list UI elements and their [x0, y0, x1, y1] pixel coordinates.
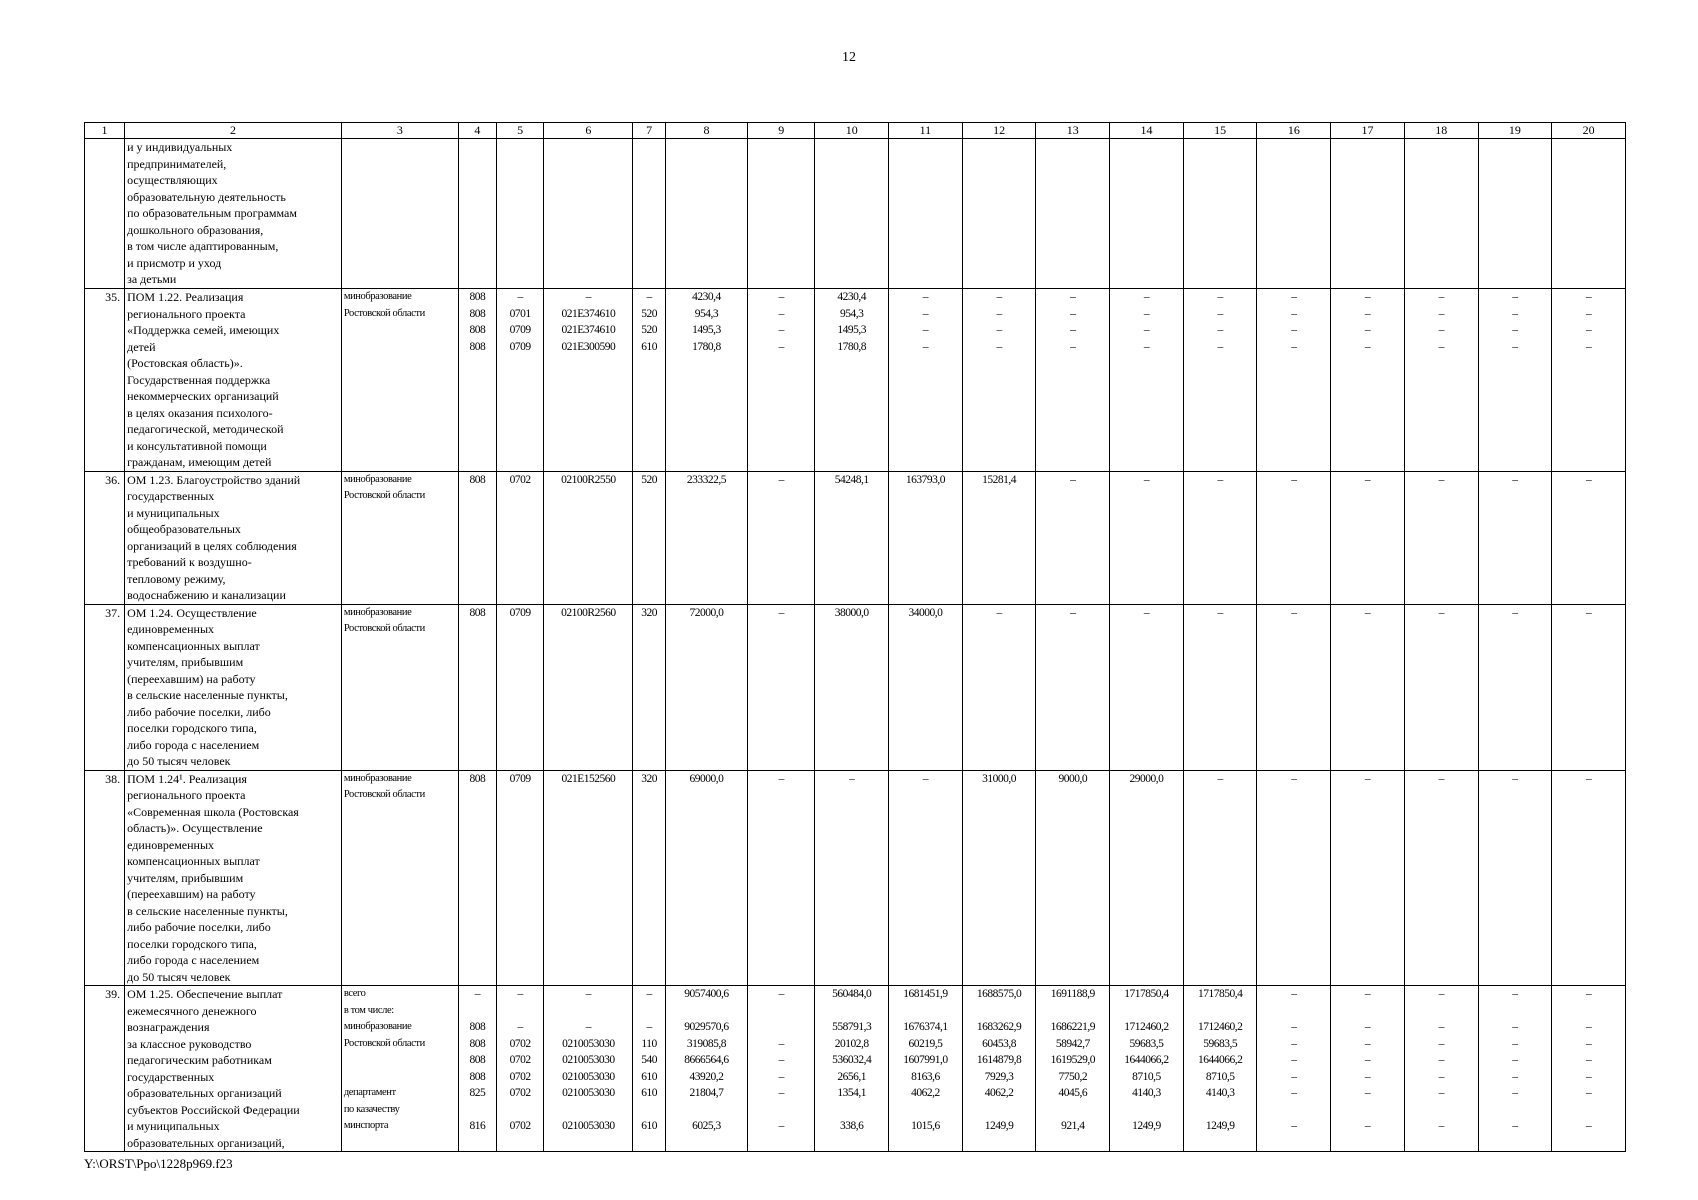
- row-number-cell: 35.: [85, 289, 125, 472]
- value-cell: 0702: [496, 471, 544, 604]
- value-cell: – 808 808 808 808 825 816: [458, 986, 496, 1152]
- value-cell: –: [1552, 770, 1626, 986]
- event-name-cell: и у индивидуальных предпринимателей, осуществляющих образовательную деятельность по образовательным программам дошкольного образования, в том числе адаптированным, и присмотр и уход за детьми: [125, 139, 342, 289]
- value-cell: – – – – – –: [748, 986, 815, 1152]
- value-cell: 808: [458, 604, 496, 770]
- value-cell: [1257, 139, 1331, 289]
- value-cell: 808 808 808 808: [458, 289, 496, 472]
- footer-file-path: Y:\ORST\Ppo\1228p969.f23: [84, 1156, 233, 1171]
- executor-cell: минобразование Ростовской области: [341, 770, 458, 986]
- value-cell: [665, 139, 747, 289]
- row-number-cell: 38.: [85, 770, 125, 986]
- value-cell: [633, 139, 666, 289]
- value-cell: – – – –: [1110, 289, 1184, 472]
- value-cell: – – – –: [1183, 289, 1257, 472]
- value-cell: 4230,4 954,3 1495,3 1780,8: [815, 289, 889, 472]
- row-number-cell: [85, 139, 125, 289]
- row-number-cell: 37.: [85, 604, 125, 770]
- value-cell: 021E152560: [544, 770, 633, 986]
- value-cell: 02100R2550: [544, 471, 633, 604]
- value-cell: – – – –: [889, 289, 963, 472]
- event-name-cell: ОМ 1.24. Осуществление единовременных компенсационных выплат учителям, прибывшим (переехавшим) на работу в сельские населенные пункты, либо рабочие поселки, либо поселки городского типа, либо города с населением до 50 тысяч человек: [125, 604, 342, 770]
- value-cell: [889, 139, 963, 289]
- column-number: 17: [1331, 123, 1405, 139]
- column-number: 10: [815, 123, 889, 139]
- column-number: 1: [85, 123, 125, 139]
- column-number: 13: [1036, 123, 1110, 139]
- value-cell: – – – –: [748, 289, 815, 472]
- value-cell: 1691188,9 1686221,9 58942,7 1619529,0 7750,2 4045,6 921,4: [1036, 986, 1110, 1152]
- value-cell: – – 110 540 610 610 610: [633, 986, 666, 1152]
- value-cell: [458, 139, 496, 289]
- table-row: [85, 471, 1626, 604]
- table-row: [85, 770, 1626, 986]
- event-name-cell: ПОМ 1.22. Реализация регионального проекта «Поддержка семей, имеющих детей (Ростовская область)». Государственная поддержка некоммерческих организаций в целях оказания психолого- педагогической, методической и консультативной помощи гражданам, имеющим детей: [125, 289, 342, 472]
- column-number: 8: [665, 123, 747, 139]
- column-number: 9: [748, 123, 815, 139]
- value-cell: 9000,0: [1036, 770, 1110, 986]
- value-cell: 34000,0: [889, 604, 963, 770]
- value-cell: 54248,1: [815, 471, 889, 604]
- value-cell: –: [1036, 471, 1110, 604]
- value-cell: 0709: [496, 770, 544, 986]
- value-cell: 1717850,4 1712460,2 59683,5 1644066,2 8710,5 4140,3 1249,9: [1183, 986, 1257, 1152]
- value-cell: 31000,0: [962, 770, 1036, 986]
- value-cell: –: [1404, 604, 1478, 770]
- column-number: 12: [962, 123, 1036, 139]
- value-cell: –: [1478, 604, 1552, 770]
- value-cell: 1681451,9 1676374,1 60219,5 1607991,0 8163,6 4062,2 1015,6: [889, 986, 963, 1152]
- column-number: 19: [1478, 123, 1552, 139]
- value-cell: 320: [633, 604, 666, 770]
- value-cell: 15281,4: [962, 471, 1036, 604]
- value-cell: –: [1478, 770, 1552, 986]
- executor-cell: [341, 139, 458, 289]
- table-row: [85, 289, 1626, 472]
- value-cell: [496, 139, 544, 289]
- value-cell: [544, 139, 633, 289]
- executor-cell: всего в том числе: минобразование Ростовской области департамент по казачеству минспорта: [341, 986, 458, 1152]
- row-number-cell: 36.: [85, 471, 125, 604]
- value-cell: 808: [458, 471, 496, 604]
- value-cell: 520: [633, 471, 666, 604]
- value-cell: –: [1478, 471, 1552, 604]
- value-cell: – – – –: [1036, 289, 1110, 472]
- value-cell: 1688575,0 1683262,9 60453,8 1614879,8 7929,3 4062,2 1249,9: [962, 986, 1036, 1152]
- value-cell: –: [1110, 604, 1184, 770]
- value-cell: [748, 139, 815, 289]
- value-cell: – – – – – – –: [1404, 986, 1478, 1152]
- value-cell: –: [1331, 770, 1405, 986]
- value-cell: –: [748, 604, 815, 770]
- table-row: [85, 139, 1626, 289]
- column-number: 14: [1110, 123, 1184, 139]
- row-number-cell: 39.: [85, 986, 125, 1152]
- value-cell: 9057400,6 9029570,6 319085,8 8666564,6 43920,2 21804,7 6025,3: [665, 986, 747, 1152]
- value-cell: – – – –: [1478, 289, 1552, 472]
- column-number: 5: [496, 123, 544, 139]
- value-cell: –: [1404, 471, 1478, 604]
- value-cell: –: [1183, 770, 1257, 986]
- value-cell: [1331, 139, 1405, 289]
- value-cell: 69000,0: [665, 770, 747, 986]
- value-cell: 1717850,4 1712460,2 59683,5 1644066,2 8710,5 4140,3 1249,9: [1110, 986, 1184, 1152]
- column-number: 16: [1257, 123, 1331, 139]
- column-number-header-row: [85, 123, 1626, 139]
- value-cell: [1478, 139, 1552, 289]
- value-cell: –: [748, 770, 815, 986]
- value-cell: –: [1552, 604, 1626, 770]
- value-cell: –: [1183, 604, 1257, 770]
- value-cell: [1036, 139, 1110, 289]
- value-cell: –: [1257, 471, 1331, 604]
- column-number: 6: [544, 123, 633, 139]
- value-cell: – – – –: [1331, 289, 1405, 472]
- value-cell: – – – –: [962, 289, 1036, 472]
- value-cell: – – – – – – –: [1257, 986, 1331, 1152]
- value-cell: 163793,0: [889, 471, 963, 604]
- table-row: [85, 604, 1626, 770]
- value-cell: –: [1331, 471, 1405, 604]
- value-cell: 29000,0: [1110, 770, 1184, 986]
- value-cell: 72000,0: [665, 604, 747, 770]
- event-name-cell: ОМ 1.23. Благоустройство зданий государственных и муниципальных общеобразовательных организаций в целях соблюдения требований к воздушно- тепловому режиму, водоснабжению и канализации: [125, 471, 342, 604]
- value-cell: –: [1110, 471, 1184, 604]
- event-name-cell: ПОМ 1.24¹. Реализация регионального проекта «Современная школа (Ростовская область)». Осуществление единовременных компенсационных выплат учителям, прибывшим (переехавшим) на работу в сельские населенные пункты, либо рабочие поселки, либо поселки городского типа, либо города с населением до 50 тысяч человек: [125, 770, 342, 986]
- value-cell: [962, 139, 1036, 289]
- value-cell: 560484,0 558791,3 20102,8 536032,4 2656,1 1354,1 338,6: [815, 986, 889, 1152]
- value-cell: [1404, 139, 1478, 289]
- value-cell: 320: [633, 770, 666, 986]
- column-number: 2: [125, 123, 342, 139]
- value-cell: –: [1257, 770, 1331, 986]
- value-cell: [1183, 139, 1257, 289]
- value-cell: – – – –: [1552, 289, 1626, 472]
- value-cell: 808: [458, 770, 496, 986]
- value-cell: – – – – – – –: [1552, 986, 1626, 1152]
- value-cell: –: [1404, 770, 1478, 986]
- value-cell: – 021E374610 021E374610 021E300590: [544, 289, 633, 472]
- value-cell: – – – –: [1404, 289, 1478, 472]
- column-number: 20: [1552, 123, 1626, 139]
- column-number: 11: [889, 123, 963, 139]
- value-cell: –: [1331, 604, 1405, 770]
- value-cell: –: [748, 471, 815, 604]
- value-cell: – – 0210053030 0210053030 0210053030 0210053030 0210053030: [544, 986, 633, 1152]
- value-cell: [815, 139, 889, 289]
- value-cell: –: [1036, 604, 1110, 770]
- value-cell: 233322,5: [665, 471, 747, 604]
- value-cell: – – – – – – –: [1331, 986, 1405, 1152]
- column-number: 4: [458, 123, 496, 139]
- value-cell: 0709: [496, 604, 544, 770]
- budget-table: [84, 122, 1626, 1152]
- value-cell: – 520 520 610: [633, 289, 666, 472]
- event-name-cell: ОМ 1.25. Обеспечение выплат ежемесячного денежного вознаграждения за классное руководство педагогическим работникам государственных образовательных организаций субъектов Российской Федерации и муниципальных образовательных организаций,: [125, 986, 342, 1152]
- value-cell: – – – – – – –: [1478, 986, 1552, 1152]
- value-cell: –: [962, 604, 1036, 770]
- value-cell: –: [815, 770, 889, 986]
- value-cell: [1110, 139, 1184, 289]
- executor-cell: минобразование Ростовской области: [341, 289, 458, 472]
- value-cell: – – 0702 0702 0702 0702 0702: [496, 986, 544, 1152]
- table-row: [85, 986, 1626, 1152]
- value-cell: [1552, 139, 1626, 289]
- value-cell: –: [889, 770, 963, 986]
- value-cell: 4230,4 954,3 1495,3 1780,8: [665, 289, 747, 472]
- column-number: 18: [1404, 123, 1478, 139]
- value-cell: –: [1552, 471, 1626, 604]
- value-cell: 38000,0: [815, 604, 889, 770]
- value-cell: – – – –: [1257, 289, 1331, 472]
- value-cell: –: [1257, 604, 1331, 770]
- value-cell: 02100R2560: [544, 604, 633, 770]
- page-number: 12: [842, 50, 856, 65]
- value-cell: – 0701 0709 0709: [496, 289, 544, 472]
- column-number: 15: [1183, 123, 1257, 139]
- value-cell: –: [1183, 471, 1257, 604]
- executor-cell: минобразование Ростовской области: [341, 604, 458, 770]
- column-number: 3: [341, 123, 458, 139]
- executor-cell: минобразование Ростовской области: [341, 471, 458, 604]
- column-number: 7: [633, 123, 666, 139]
